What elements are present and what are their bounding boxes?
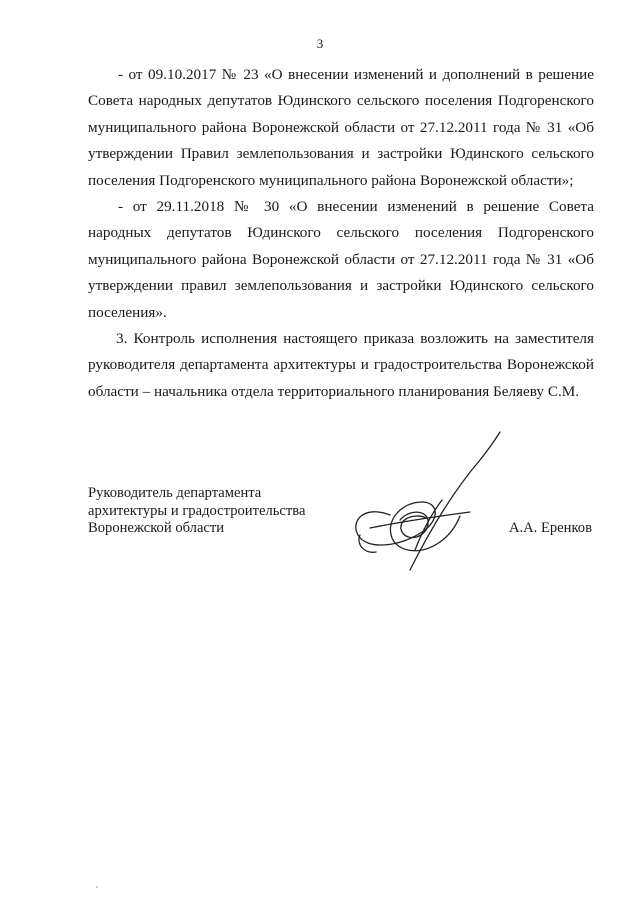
position-line-1: Руководитель департамента: [88, 485, 262, 501]
page-number: 3: [316, 36, 324, 51]
position-line-3: Воронежской области: [88, 520, 225, 537]
amendment-item-2018: - от 29.11.2018 № 30 «О внесении изменений в решение Совета народных депутатов Юдинского сельского поселения Подгоренского муниципального района Воронежской области от 27.12.2011 года № 31 «Об утверждении правил землепользования и застройки Юдинского сельского поселения».: [88, 198, 594, 321]
signatory-position: [88, 485, 305, 538]
control-clause: 3. Контроль исполнения настоящего приказа возложить на заместителя руководителя департамента архитектуры и градостроительства Воронежской области – начальника отдела территориального планирования Беляеву С.М.: [88, 330, 594, 400]
signer-name: А.А. Еренков: [508, 520, 592, 536]
handwritten-signature-icon: [330, 420, 510, 580]
scan-speck: [96, 886, 98, 888]
document-body: [88, 62, 594, 405]
position-line-2: архитектуры и градостроительства: [88, 502, 306, 519]
amendment-item-2017: - от 09.10.2017 № 23 «О внесении изменений и дополнений в решение Совета народных депутатов Юдинского сельского поселения Подгоренского муниципального района Воронежской области от 27.12.2011 года № 31 «Об утверждении Правил землепользования и застройки Юдинского сельского поселения Подгоренского муниципального района Воронежской области»;: [88, 66, 594, 189]
